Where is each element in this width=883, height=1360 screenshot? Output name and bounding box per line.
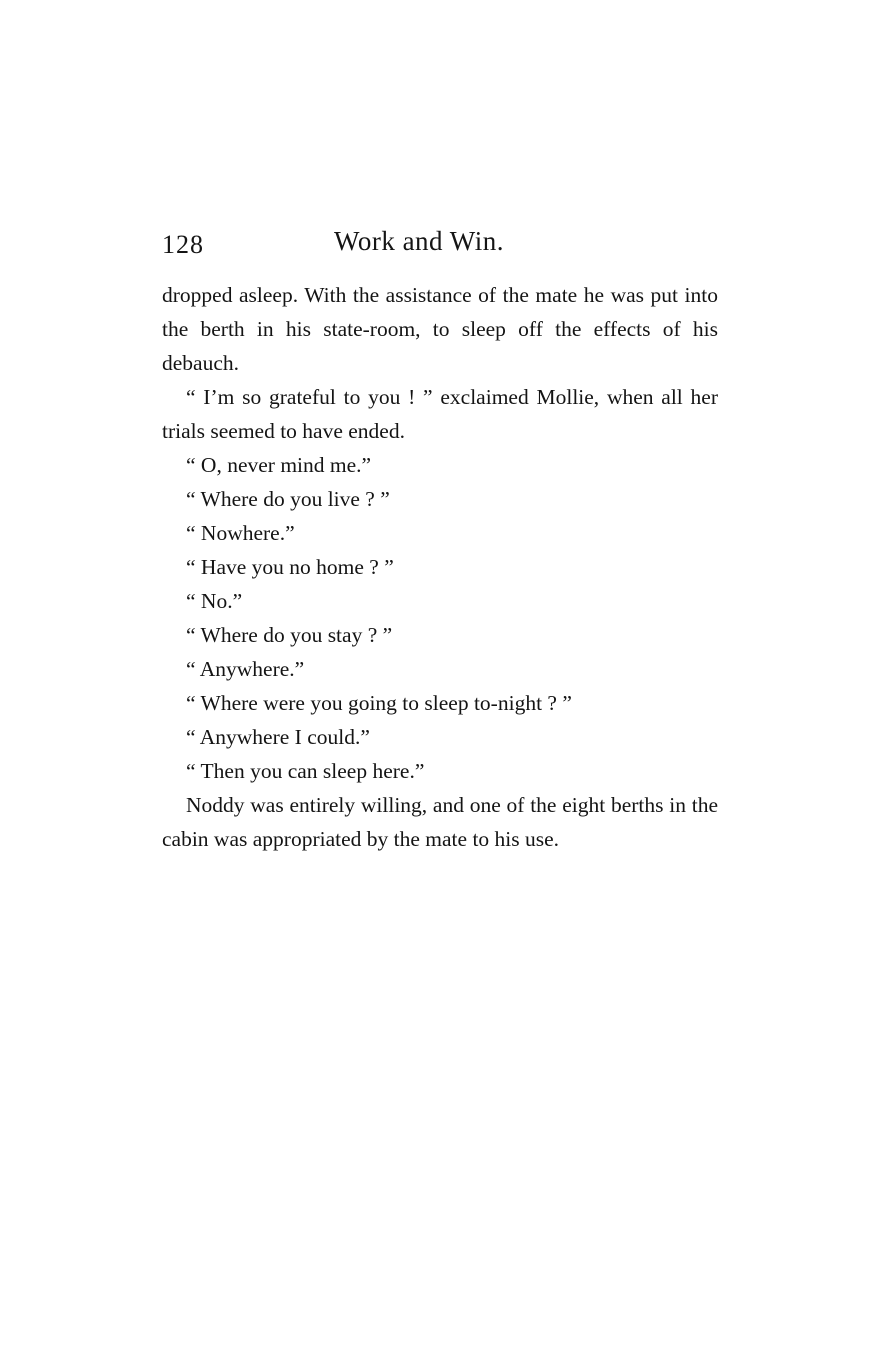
page-header bbox=[162, 226, 722, 266]
dialog-line: “ Anywhere I could.” bbox=[186, 725, 370, 749]
dialog-line: “ Where were you going to sleep to-night ? ” bbox=[186, 691, 572, 715]
dialog-line: “ O, never mind me.” bbox=[186, 453, 372, 477]
dialog-line: “ Then you can sleep here.” bbox=[186, 759, 425, 783]
paragraph-mollie-thanks: “ I’m so grateful to you ! ” exclaimed Mollie, when all her trials seemed to have ended. bbox=[162, 385, 718, 443]
dialog-line: “ Have you no home ? ” bbox=[186, 555, 394, 579]
dialog-line: “ Nowhere.” bbox=[186, 521, 295, 545]
dialog-line: “ No.” bbox=[186, 589, 243, 613]
dialog-line: “ Where do you stay ? ” bbox=[186, 623, 393, 647]
page-number: 128 bbox=[162, 230, 204, 259]
body-text bbox=[162, 278, 718, 856]
dialog-line: “ Where do you live ? ” bbox=[186, 487, 390, 511]
paragraph-continuation: dropped asleep. With the assistance of the mate he was put into the berth in his state-room, to sleep off the effects of his debauch. bbox=[162, 283, 718, 375]
dialog-line: “ Anywhere.” bbox=[186, 657, 305, 681]
running-title: Work and Win. bbox=[334, 226, 504, 256]
paragraph-noddy-berth: Noddy was entirely willing, and one of the eight berths in the cabin was appropriated by the mate to his use. bbox=[162, 793, 718, 851]
